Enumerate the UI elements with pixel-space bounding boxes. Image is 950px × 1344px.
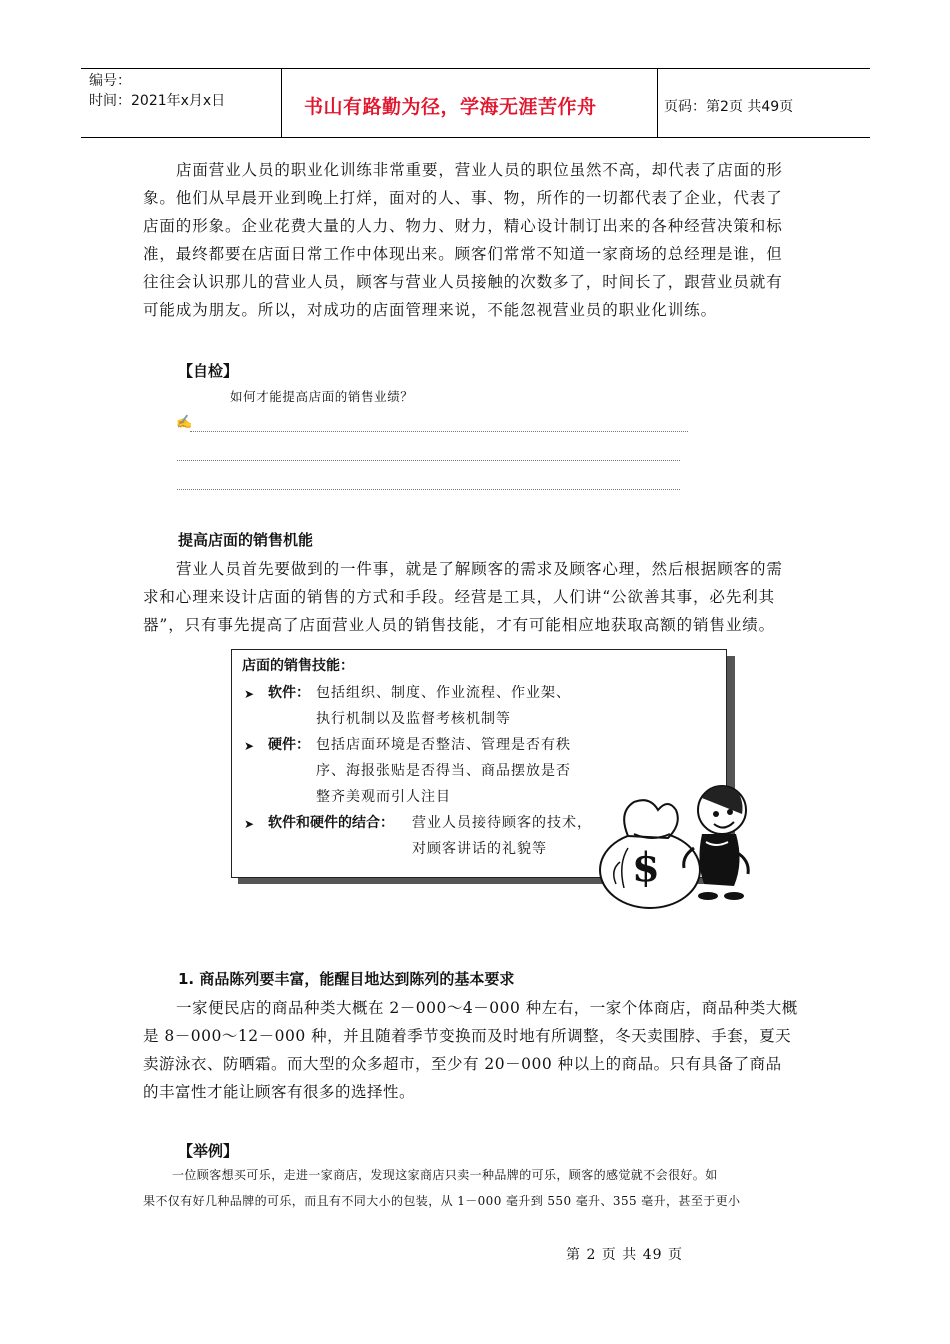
page-footer: 第 2 页 共 49 页 bbox=[566, 1247, 683, 1263]
section1-line: 器”，只有事先提高了店面营业人员的销售技能，才有可能相应地获取高额的销售业绩。 bbox=[143, 616, 776, 634]
intro-line: 准，最终都要在店面日常工作中体现出来。顾客们常常不知道一家商场的总经理是谁，但 bbox=[143, 245, 783, 263]
section2-paragraph bbox=[143, 994, 833, 1106]
header-motto-cell bbox=[282, 69, 658, 137]
motto: 书山有路勤为径，学海无涯苦作舟 bbox=[304, 96, 597, 118]
section2-line: 的丰富性才能让顾客有很多的选择性。 bbox=[143, 1083, 416, 1101]
example-title: 【举例】 bbox=[178, 1142, 239, 1160]
answer-line bbox=[190, 431, 688, 432]
section1-line: 求和心理来设计店面的销售的方式和手段。经营是工具，人们讲“公欲善其事，必先利其 bbox=[143, 588, 776, 606]
section1-line: 营业人员首先要做到的一件事，就是了解顾客的需求及顾客心理，然后根据顾客的需 bbox=[176, 560, 783, 578]
intro-paragraph bbox=[143, 156, 823, 324]
section1-paragraph bbox=[143, 555, 833, 639]
intro-line: 可能成为朋友。所以，对成功的店面管理来说，不能忽视营业员的职业化训练。 bbox=[143, 301, 718, 319]
answer-line bbox=[177, 489, 680, 490]
skill-label: 软件： bbox=[268, 685, 310, 701]
money-bag-icon bbox=[598, 752, 758, 912]
skill-label: 硬件： bbox=[268, 737, 310, 753]
bullet-arrow-icon: ➤ bbox=[244, 817, 255, 831]
intro-line: 店面营业人员的职业化训练非常重要，营业人员的职位虽然不高，却代表了店面的形 bbox=[176, 161, 783, 179]
section2-line: 卖游泳衣、防晒霜。而大型的众多超市，至少有 20－000 种以上的商品。只有具备了商品 bbox=[143, 1055, 782, 1073]
skill-line: 营业人员接待顾客的技术， bbox=[412, 815, 592, 831]
skill-line: 包括组织、制度、作业流程、作业架、 bbox=[316, 685, 571, 701]
header-info-cell bbox=[81, 69, 282, 137]
page-header bbox=[81, 68, 870, 138]
dollar-sign: $ bbox=[632, 844, 660, 891]
bullet-arrow-icon: ➤ bbox=[244, 739, 255, 753]
section-heading: 提高店面的销售机能 bbox=[178, 531, 314, 549]
example-line: 一位顾客想买可乐，走进一家商店，发现这家商店只卖一种品牌的可乐，顾客的感觉就不会很好。如 bbox=[172, 1168, 718, 1182]
skill-label: 软件和硬件的结合： bbox=[268, 815, 394, 831]
bullet-arrow-icon: ➤ bbox=[244, 687, 255, 701]
number-label: 编号： bbox=[89, 73, 131, 89]
skill-line: 序、海报张贴是否得当、商品摆放是否 bbox=[316, 763, 571, 779]
intro-line: 店面的形象。企业花费大量的人力、物力、财力，精心设计制订出来的各种经营决策和标 bbox=[143, 217, 783, 235]
time-label: 时间：2021年x月x日 bbox=[89, 93, 226, 109]
pen-icon: ✍ bbox=[176, 415, 193, 430]
page-code: 页码：第2页 共49页 bbox=[664, 99, 794, 115]
section2-line: 是 8－000～12－000 种，并且随着季节变换而及时地有所调整，冬天卖围脖、手套，夏天 bbox=[143, 1027, 792, 1045]
skill-line: 整齐美观而引人注目 bbox=[316, 789, 451, 805]
money-bag-illustration bbox=[598, 752, 758, 912]
skill-line: 对顾客讲话的礼貌等 bbox=[412, 841, 547, 857]
self-check-question: 如何才能提高店面的销售业绩？ bbox=[230, 389, 414, 404]
section-heading: 1. 商品陈列要丰富，能醒目地达到陈列的基本要求 bbox=[178, 970, 515, 988]
answer-line bbox=[177, 460, 680, 461]
skill-line: 包括店面环境是否整洁、管理是否有秩 bbox=[316, 737, 571, 753]
section2-line: 一家便民店的商品种类大概在 2－000～4－000 种左右，一家个体商店，商品种类大概 bbox=[176, 999, 798, 1017]
example-line: 果不仅有好几种品牌的可乐，而且有不同大小的包装，从 1－000 毫升到 550 毫升、355 毫升，甚至于更小 bbox=[143, 1194, 741, 1208]
intro-line: 往往会认识那儿的营业人员，顾客与营业人员接触的次数多了，时间长了，跟营业员就有 bbox=[143, 273, 783, 291]
skill-line: 执行机制以及监督考核机制等 bbox=[316, 711, 511, 727]
skills-box-title: 店面的销售技能： bbox=[242, 658, 354, 674]
intro-line: 象。他们从早晨开业到晚上打烊，面对的人、事、物，所作的一切都代表了企业，代表了 bbox=[143, 189, 783, 207]
header-page-cell bbox=[658, 69, 870, 137]
self-check-title: 【自检】 bbox=[178, 362, 239, 380]
